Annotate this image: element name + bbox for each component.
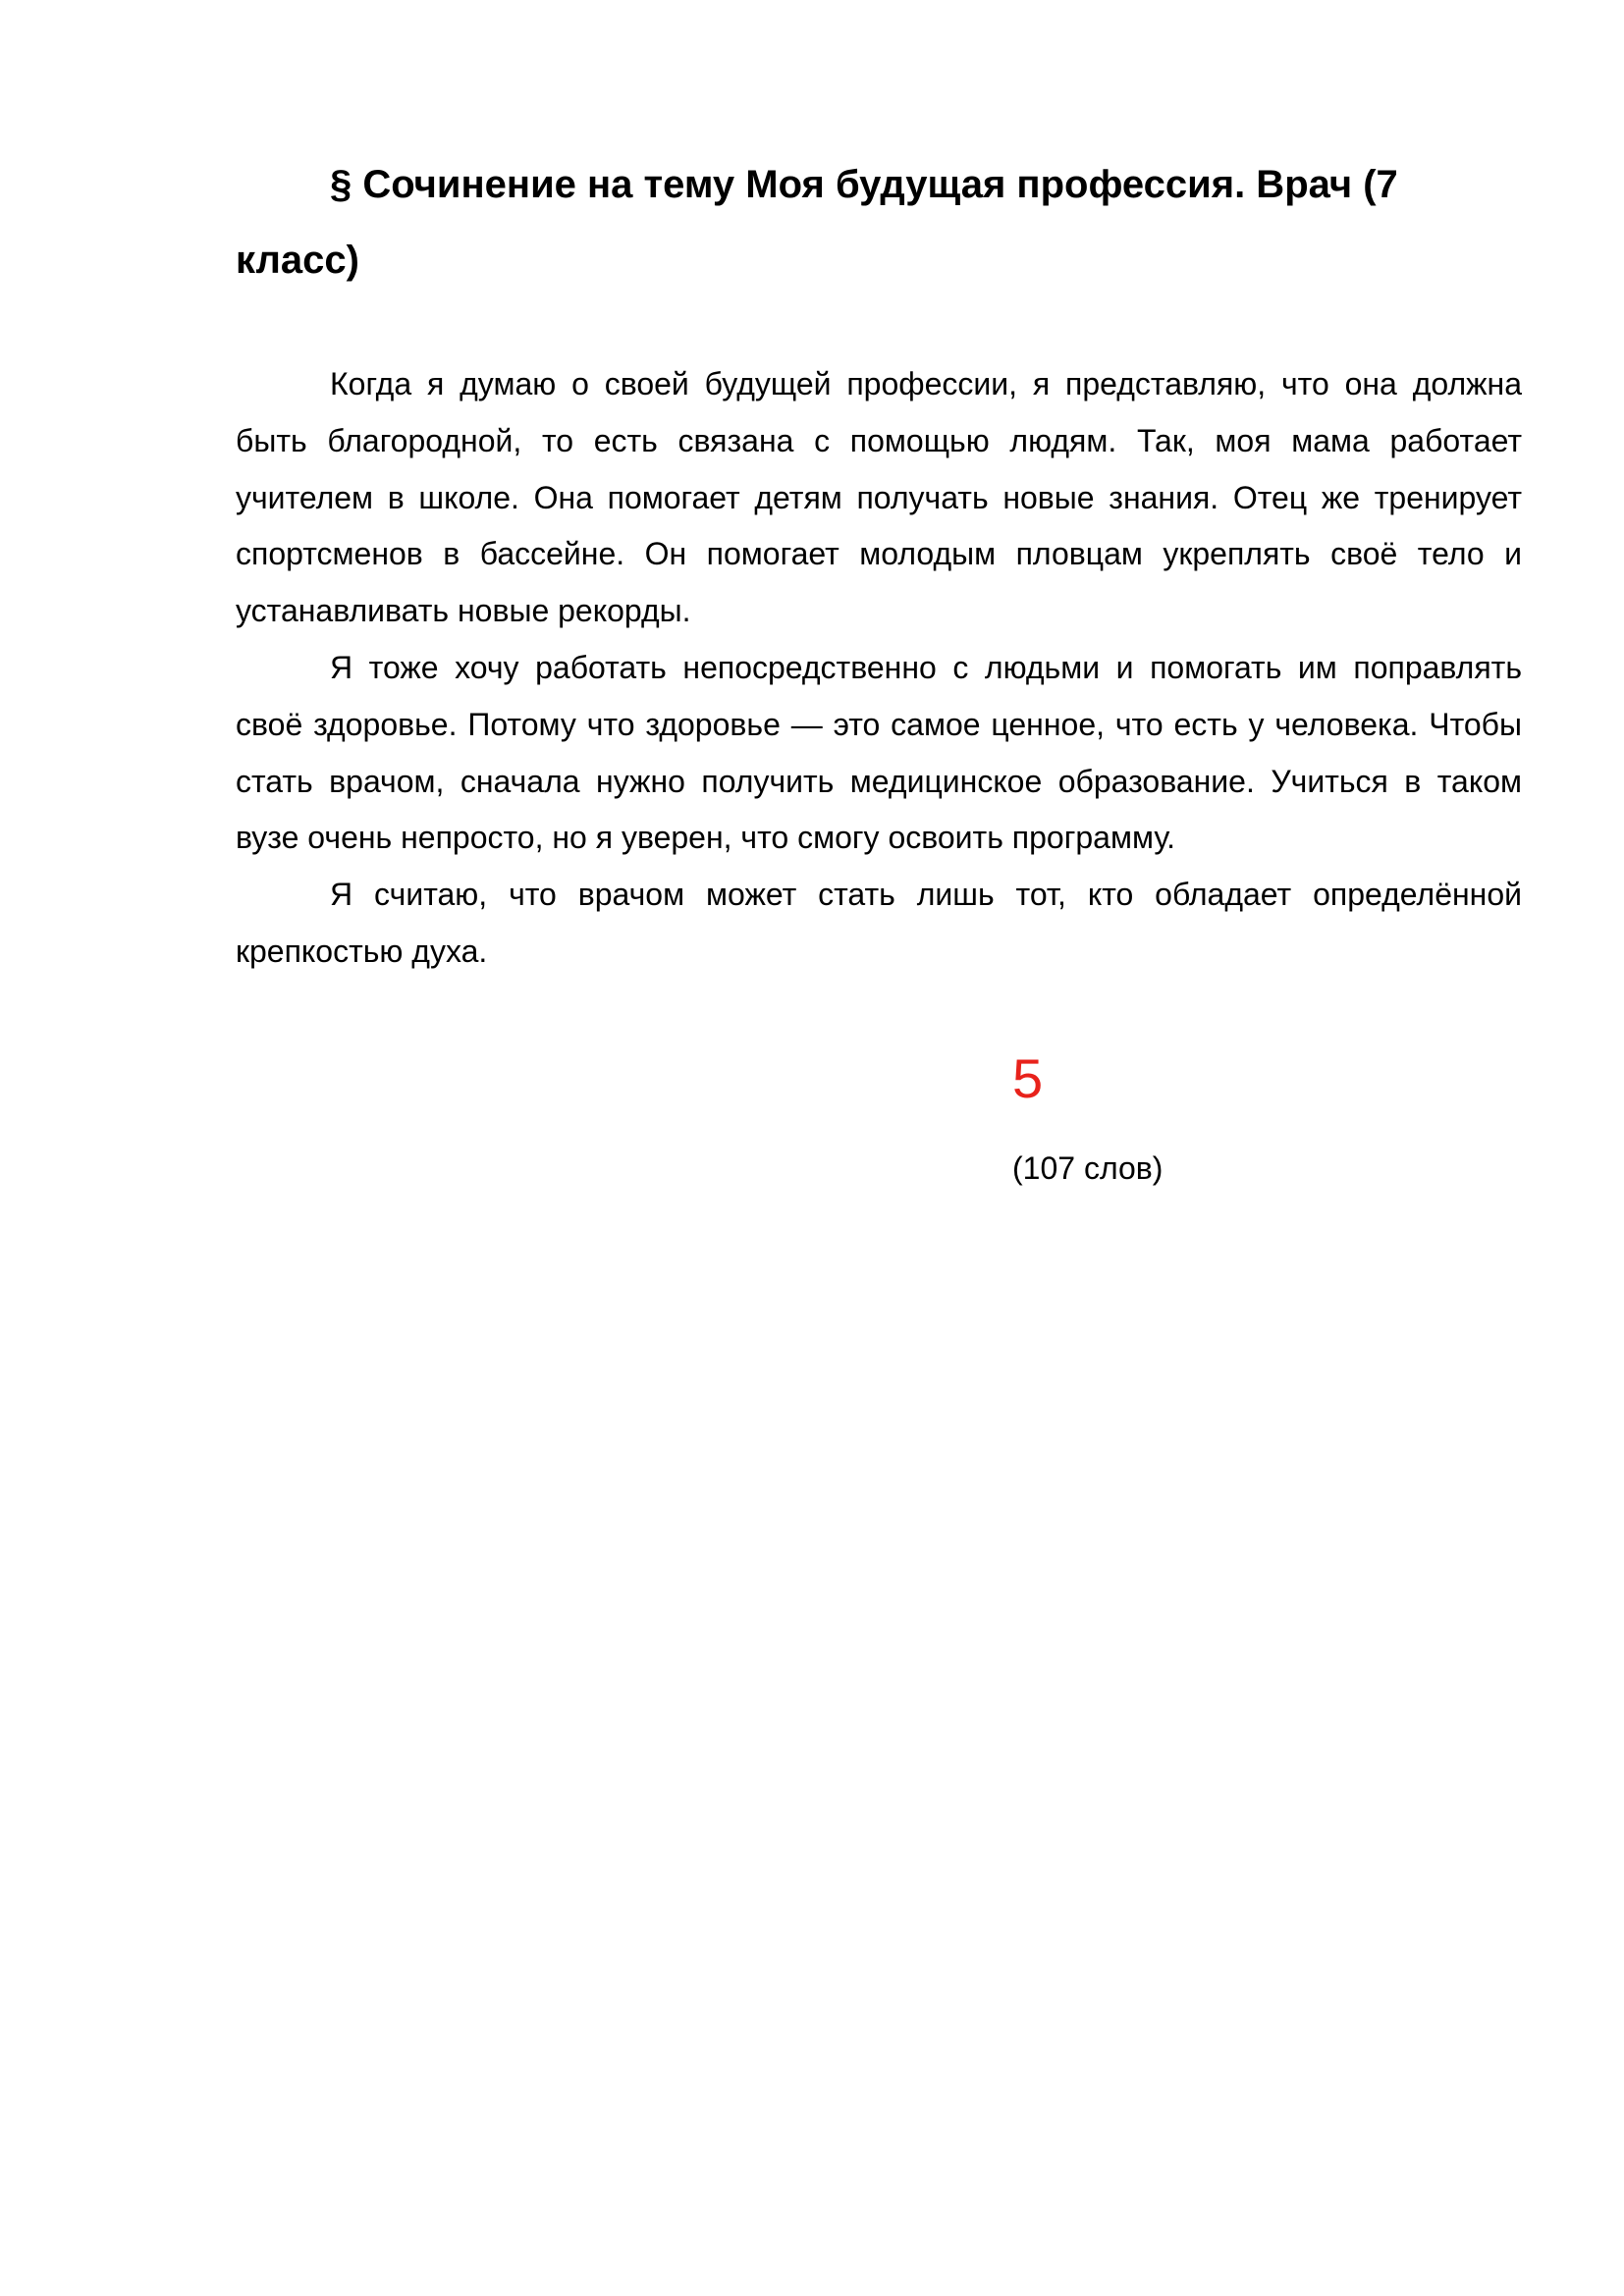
- word-count: (107 слов): [1012, 1150, 1164, 1186]
- essay-paragraph: Я тоже хочу работать непосредственно с людьми и помогать им поправлять своё здоровье. Потому что здоровье — это самое ценное, что есть у человека. Чтобы стать врачом, сначала нужно получить медицинское образование. Учиться в таком вузе очень непросто, но я уверен, что смогу освоить программу.: [236, 649, 1522, 856]
- essay-paragraph: Я считаю, что врачом может стать лишь тот, кто обладает определённой крепкостью духа.: [236, 877, 1522, 969]
- essay-title: § Сочинение на тему Моя будущая профессия. Врач (7 класс): [236, 163, 1398, 282]
- essay-paragraph: Когда я думаю о своей будущей профессии, я представляю, что она должна быть благородной, то есть связана с помощью людям. Так, моя мама работает учителем в школе. Она помогает детям получать новые знания. Отец же тренирует спортсменов в бассейне. Он помогает молодым пловцам укреплять своё тело и устанавливать новые рекорды.: [236, 366, 1522, 629]
- grade-mark: 5: [1012, 1047, 1044, 1109]
- essay-body: [236, 356, 1522, 981]
